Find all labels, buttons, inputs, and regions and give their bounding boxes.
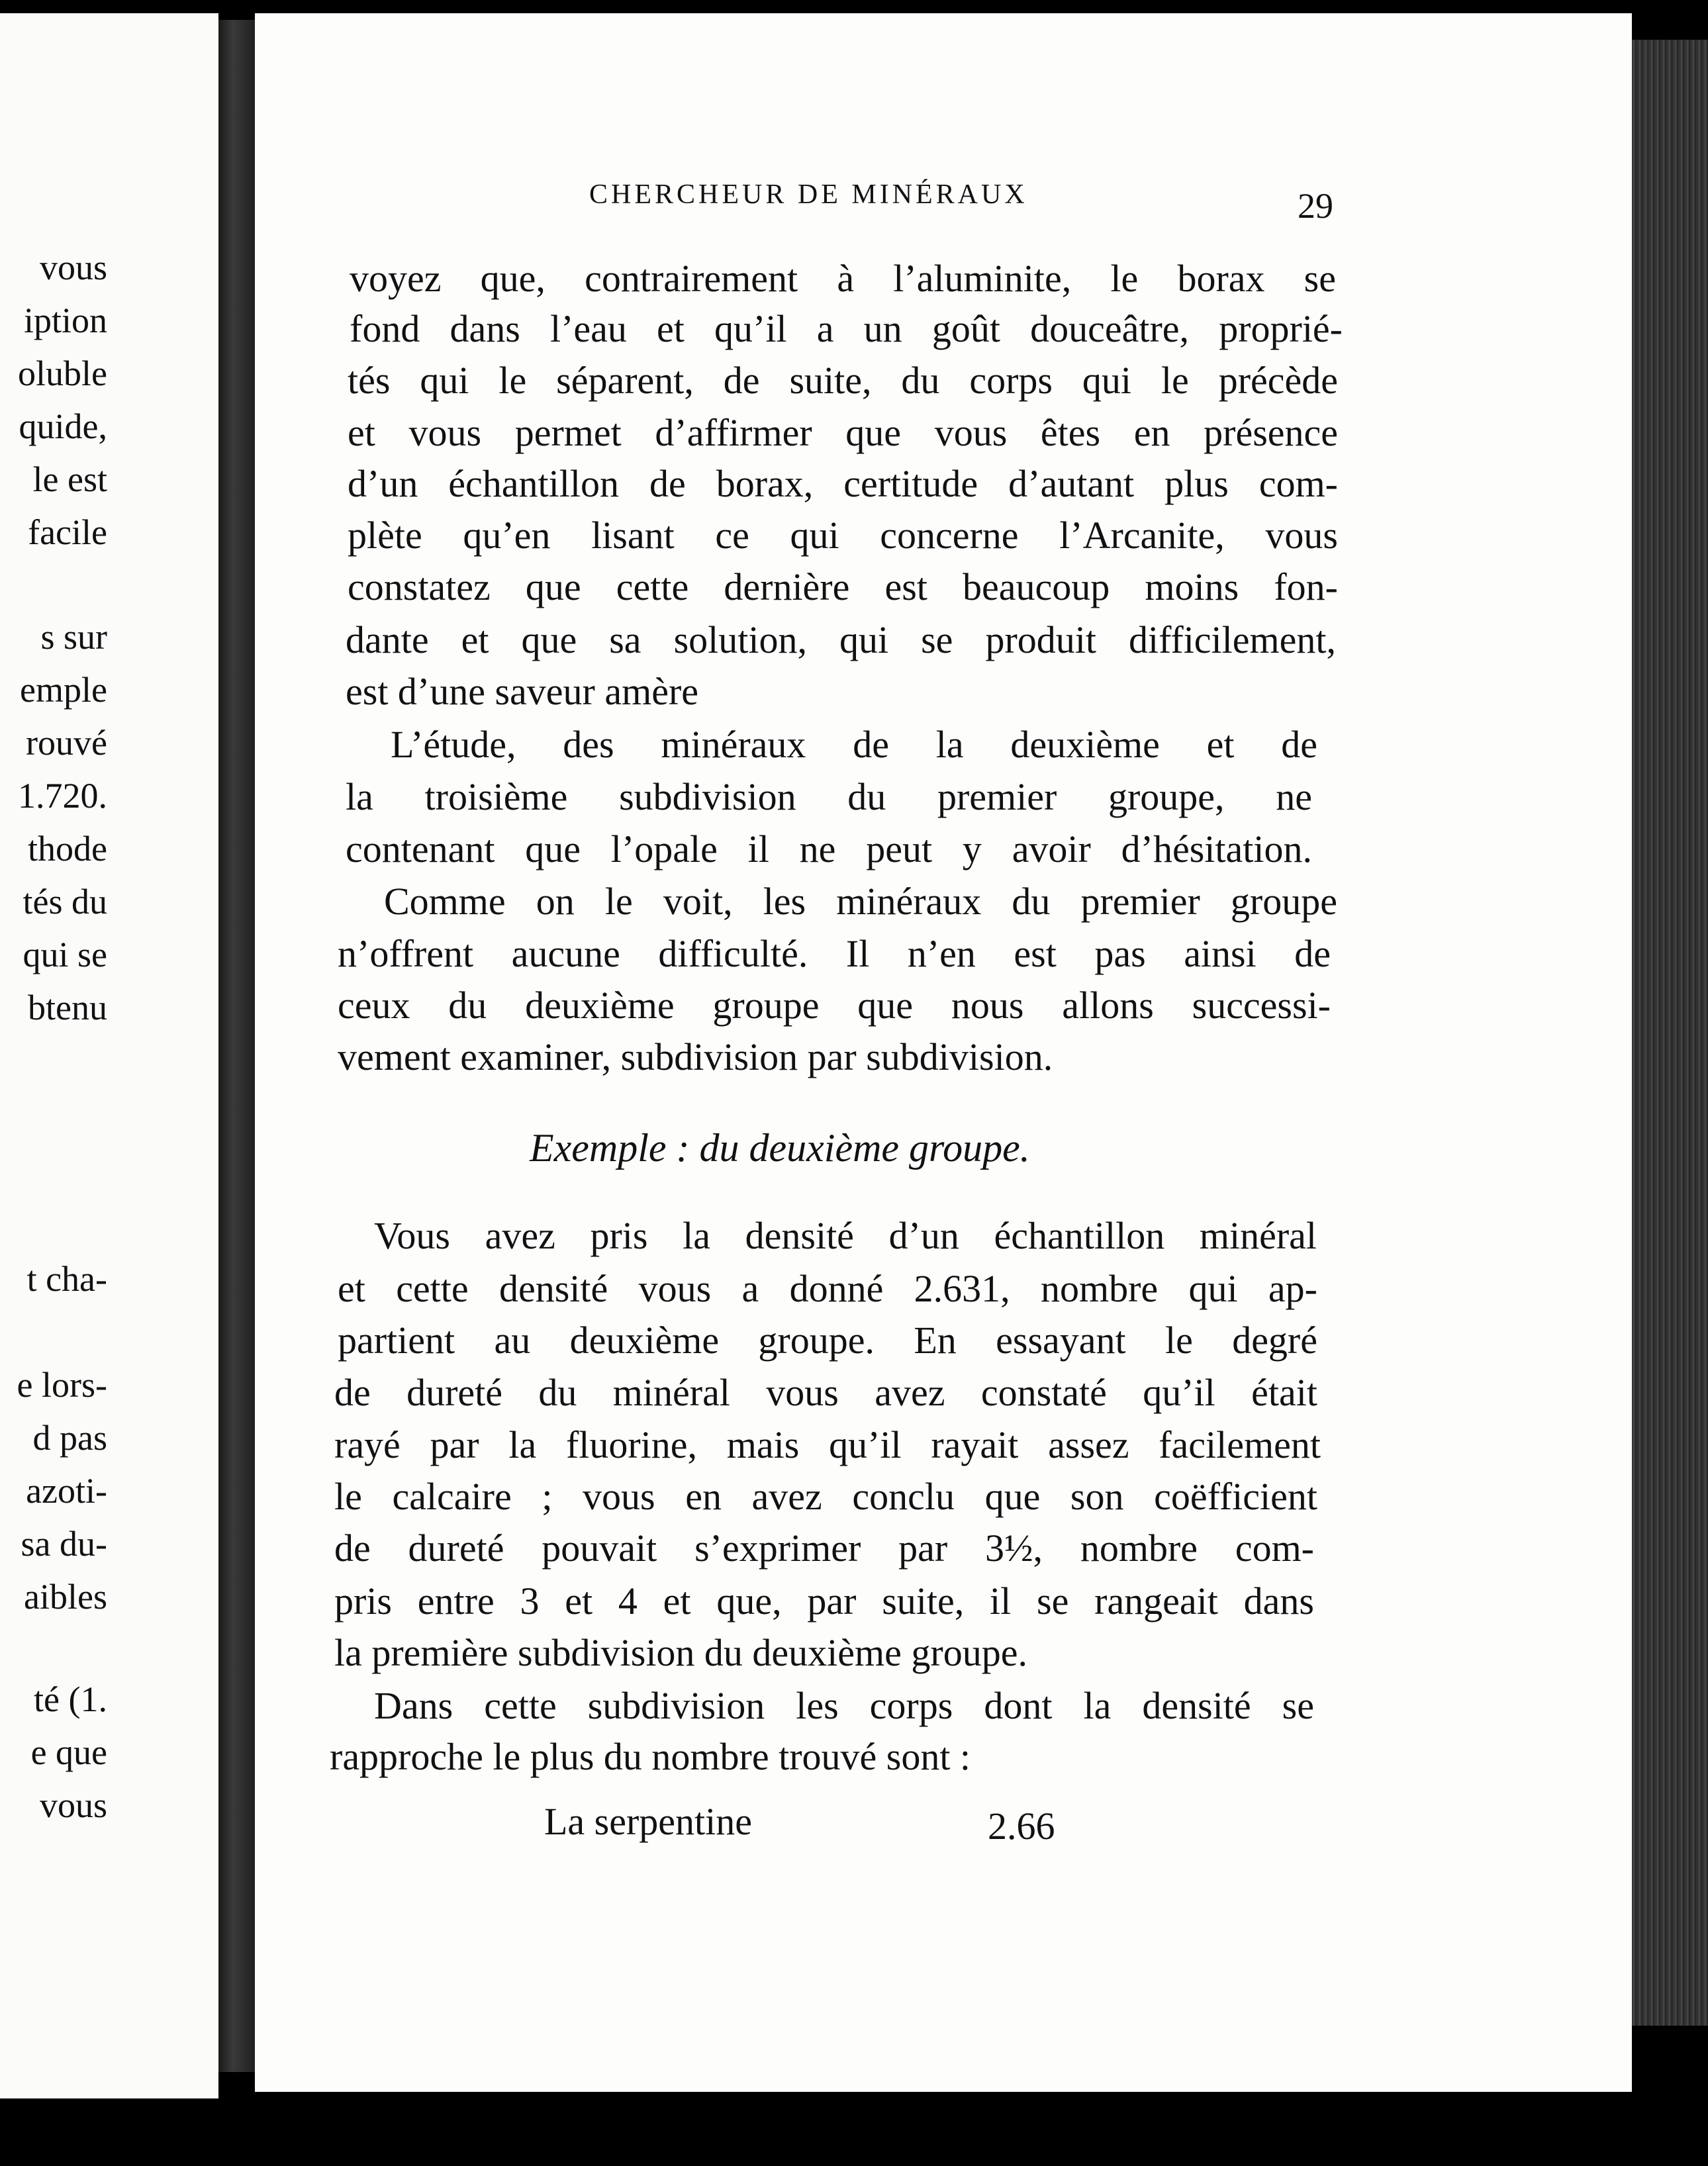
text-line: de dureté pouvait s’exprimer par 3½, nombre com-: [334, 1527, 1314, 1570]
left-line-fragment: vous: [39, 248, 107, 287]
left-line-fragment: oluble: [18, 353, 107, 393]
left-line-fragment: e lors-: [17, 1365, 107, 1405]
left-line-fragment: emple: [20, 670, 107, 710]
text-line: vement examiner, subdivision par subdivision.: [338, 1035, 1053, 1078]
text-line: Dans cette subdivision les corps dont la densité se: [374, 1684, 1314, 1727]
text-line: ceux du deuxième groupe que nous allons successi-: [338, 984, 1331, 1027]
text-line: plète qu’en lisant ce qui concerne l’Arcanite, vous: [348, 514, 1338, 557]
text-line: fond dans l’eau et qu’il a un goût douceâtre, proprié-: [350, 307, 1343, 350]
text-line: Comme on le voit, les minéraux du premier groupe: [384, 880, 1337, 923]
text-line: rayé par la fluorine, mais qu’il rayait assez facilement: [334, 1423, 1321, 1466]
left-line-fragment: s sur: [40, 617, 107, 657]
text-line: n’offrent aucune difficulté. Il n’en est pas ainsi de: [338, 932, 1331, 975]
left-line-fragment: sa du-: [21, 1524, 107, 1564]
left-line-fragment: vous: [39, 1785, 107, 1825]
page-number: 29: [1298, 186, 1333, 226]
text-line: la troisième subdivision du premier groupe, ne: [346, 775, 1312, 818]
text-line: la première subdivision du deuxième groupe.: [334, 1631, 1027, 1674]
text-line: d’un échantillon de borax, certitude d’autant plus com-: [348, 462, 1338, 505]
left-line-fragment: t cha-: [26, 1259, 107, 1299]
section-heading: Exemple : du deuxième groupe.: [530, 1126, 1030, 1170]
text-line: rapproche le plus du nombre trouvé sont :: [330, 1735, 971, 1778]
text-line: et cette densité vous a donné 2.631, nombre qui ap-: [338, 1267, 1317, 1310]
text-line: constatez que cette dernière est beaucoup moins fon-: [348, 565, 1338, 608]
left-line-fragment: btenu: [28, 988, 107, 1027]
left-line-fragment: thode: [28, 829, 107, 869]
text-line: Vous avez pris la densité d’un échantillon minéral: [374, 1214, 1317, 1257]
left-line-fragment: té (1.: [34, 1679, 107, 1719]
left-line-fragment: qui se: [23, 935, 107, 974]
page-edge-stack: [1632, 40, 1708, 2026]
book-gutter: [218, 20, 255, 2072]
text-line: dante et que sa solution, qui se produit difficilement,: [346, 618, 1336, 661]
mineral-density: 2.66: [988, 1805, 1055, 1848]
left-line-fragment: rouvé: [26, 723, 107, 763]
text-line: voyez que, contrairement à l’aluminite, le borax se: [350, 257, 1336, 300]
left-line-fragment: quide,: [19, 406, 107, 446]
left-line-fragment: azoti-: [26, 1471, 107, 1511]
left-line-fragment: e que: [30, 1732, 107, 1772]
text-line: L’étude, des minéraux de la deuxième et de: [391, 723, 1317, 766]
left-line-fragment: iption: [23, 301, 107, 340]
text-line: et vous permet d’affirmer que vous êtes en présence: [348, 411, 1338, 454]
left-line-fragment: 1.720.: [18, 776, 107, 816]
left-page-fragment: [0, 13, 218, 2098]
text-line: est d’une saveur amère: [346, 670, 699, 713]
text-line: contenant que l’opale il ne peut y avoir d’hésitation.: [346, 827, 1312, 871]
left-line-fragment: d pas: [32, 1418, 107, 1458]
text-line: le calcaire ; vous en avez conclu que son coëfficient: [334, 1475, 1317, 1518]
text-line: partient au deuxième groupe. En essayant le degré: [338, 1319, 1317, 1362]
text-line: pris entre 3 et 4 et que, par suite, il se rangeait dans: [334, 1579, 1314, 1623]
mineral-name: La serpentine: [544, 1800, 753, 1843]
running-head: CHERCHEUR DE MINÉRAUX: [589, 179, 1028, 210]
left-line-fragment: le est: [32, 459, 107, 499]
left-line-fragment: tés du: [23, 882, 107, 921]
text-line: de dureté du minéral vous avez constaté qu’il était: [334, 1371, 1317, 1414]
left-line-fragment: facile: [28, 512, 107, 552]
left-line-fragment: aibles: [24, 1577, 107, 1617]
text-line: tés qui le séparent, de suite, du corps qui le précède: [348, 359, 1338, 402]
